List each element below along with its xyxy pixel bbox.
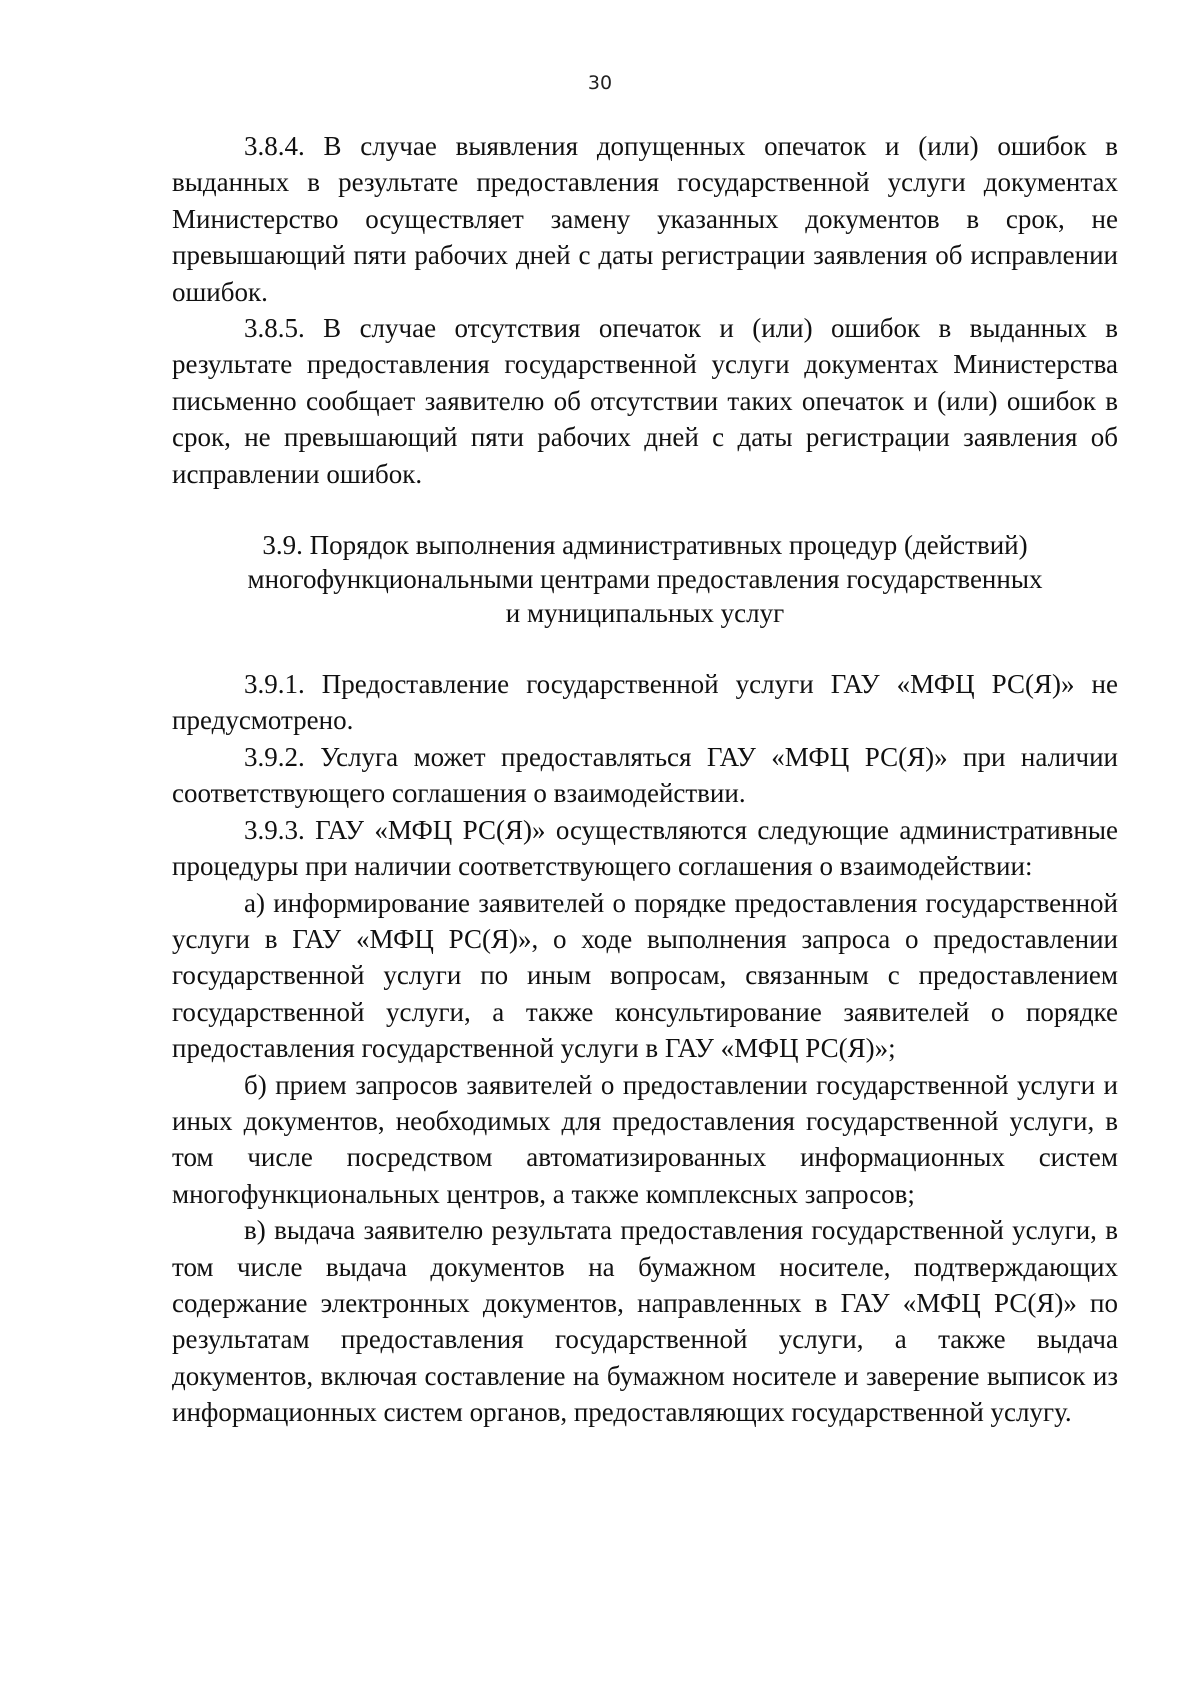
section-heading-line: многофункциональными центрами предоставления государственных [247, 564, 1043, 595]
paragraph-3-9-2: 3.9.2. Услуга может предоставляться ГАУ «МФЦ РС(Я)» при наличии соответствующего соглашения о взаимодействии. [172, 741, 1118, 809]
section-heading-line: 3.9. Порядок выполнения административных процедур (действий) [262, 530, 1028, 561]
list-item-v: в) выдача заявителю результата предоставления государственной услуги, в том числе выдача документов на бумажном носителе, подтверждающих содержание электронных документов, направленных в ГАУ «МФЦ РС(Я)» по результатам предоставления государственной услуги, а также выдача документов, включая составление на бумажном носителе и заверение выписок из информационных систем органов, предоставляющих государственной услугу. [172, 1215, 1118, 1428]
list-item-b: б) прием запросов заявителей о предоставлении государственной услуги и иных документов, необходимых для предоставления государственной услуги, в том числе посредством автоматизированных информационных систем многофункциональных центров, а также комплексных запросов; [172, 1069, 1118, 1209]
paragraph-3-9-3: 3.9.3. ГАУ «МФЦ РС(Я)» осуществляются следующие административные процедуры при наличии соответствующего соглашения о взаимодействии: [172, 814, 1118, 882]
list-item-a: а) информирование заявителей о порядке предоставления государственной услуги в ГАУ «МФЦ РС(Я)», о ходе выполнения запроса о предоставлении государственной услуги по иным вопросам, связанным с предоставлением государственной услуги, а также консультирование заявителей о порядке предоставления государственной услуги в ГАУ «МФЦ РС(Я)»; [172, 887, 1118, 1064]
document-body [172, 128, 1118, 1431]
paragraph-3-8-4: 3.8.4. В случае выявления допущенных опечаток и (или) ошибок в выданных в результате предоставления государственной услуги документах Министерство осуществляет замену указанных документов в срок, не превышающий пяти рабочих дней с даты регистрации заявления об исправлении ошибок. [172, 131, 1118, 307]
paragraph-3-8-5: 3.8.5. В случае отсутствия опечаток и (или) ошибок в выданных в результате предоставления государственной услуги документах Министерства письменно сообщает заявителю об отсутствии таких опечаток и (или) ошибок в срок, не превышающий пяти рабочих дней с даты регистрации заявления об исправлении ошибок. [172, 313, 1118, 489]
paragraph-3-9-1: 3.9.1. Предоставление государственной услуги ГАУ «МФЦ РС(Я)» не предусмотрено. [172, 669, 1118, 736]
section-heading-3-9 [172, 528, 1118, 630]
page-number: 30 [587, 72, 613, 94]
section-heading-line: и муниципальных услуг [505, 598, 785, 629]
